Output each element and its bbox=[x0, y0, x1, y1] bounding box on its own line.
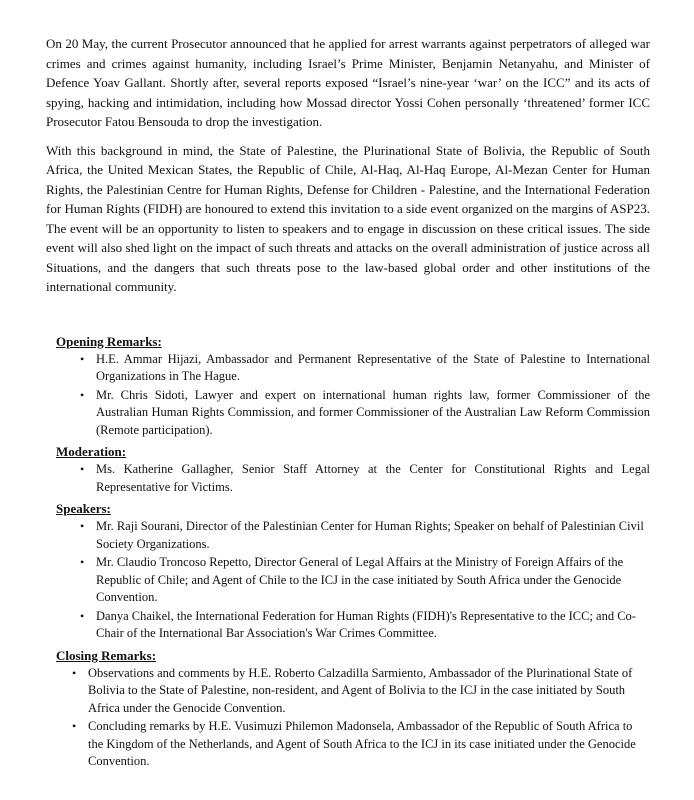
speakers-heading: Speakers: bbox=[56, 501, 111, 516]
list-item bbox=[56, 718, 650, 771]
list-item-text: Danya Chaikel, the International Federation for Human Rights (FIDH)'s Representative to the ICC; and Co-Chair of the International Bar Association's War Crimes Committee. bbox=[96, 608, 636, 640]
list-item-text: Ms. Katherine Gallagher, Senior Staff Attorney at the Center for Constitutional Rights and Legal Representative for Victims. bbox=[96, 462, 650, 494]
list-item bbox=[56, 387, 650, 440]
opening-remarks-list bbox=[56, 351, 650, 440]
list-item bbox=[56, 518, 650, 553]
bullet-icon: • bbox=[72, 665, 77, 680]
opening-remarks-section bbox=[56, 333, 650, 440]
bullet-icon: • bbox=[80, 608, 85, 623]
list-item-text: Concluding remarks by H.E. Vusimuzi Philemon Madonsela, Ambassador of the Republic of South Africa to the Kingdom of the Netherlands, and Agent of South Africa to the ICJ in its case initiated under the Genocide Convention. bbox=[88, 719, 636, 768]
bullet-icon: • bbox=[72, 719, 77, 733]
list-item bbox=[56, 351, 650, 386]
document-page bbox=[46, 34, 650, 775]
list-item-text: Observations and comments by H.E. Roberto Calzadilla Sarmiento, Ambassador of the Plurinational State of Bolivia to the State of Palestine, non-resident, and Agent of Bolivia to the ICJ in the case initiated by South Africa under the Genocide Convention. bbox=[88, 665, 633, 715]
list-item-text: Mr. Claudio Troncoso Repetto, Director General of Legal Affairs at the Ministry of Foreign Affairs of the Republic of Chile; and Agent of Chile to the ICJ in the case initiated by South Africa under the Genocide Convention. bbox=[96, 555, 624, 604]
moderation-section bbox=[56, 443, 650, 496]
list-item bbox=[56, 461, 650, 496]
bullet-icon: • bbox=[80, 387, 85, 402]
moderation-heading: Moderation: bbox=[56, 444, 127, 459]
section-spacer bbox=[46, 306, 650, 333]
bullet-icon: • bbox=[80, 462, 85, 476]
bullet-icon: • bbox=[80, 519, 85, 533]
list-item bbox=[56, 554, 650, 607]
bullet-icon: • bbox=[80, 555, 85, 569]
speakers-list bbox=[56, 518, 650, 643]
background-paragraph: With this background in mind, the State of Palestine, the Plurinational State of Bolivia, the Republic of South Africa, the United Mexican States, the Republic of Chile, Al-Haq, Al-Haq Europe, Al-Mezan Center for Human Rights, the Palestinian Centre for Human Rights, Defense for Children - Palestine, and the International Federation for Human Rights (FIDH) are honoured to extend this invitation to a side event organized on the margins of ASP23. The event will be an opportunity to listen to speakers and to engage in discussion on these critical issues. The side event will also shed light on the impact of such threats and attacks on the overall administration of justice across all Situations, and the dangers that such threats pose to the law-based global order and other institutions of the international community. bbox=[46, 142, 650, 294]
list-item bbox=[56, 665, 650, 718]
intro-paragraph: On 20 May, the current Prosecutor announced that he applied for arrest warrants against perpetrators of alleged war crimes and crimes against humanity, including Israel’s Prime Minister, Benjamin Netanyahu, and Minister of Defence Yoav Gallant. Shortly after, several reports exposed “Israel’s nine-year ‘war’ on the ICC” and its acts of spying, hacking and intimidation, including how Mossad director Yossi Cohen personally ‘threatened’ former ICC Prosecutor Fatou Bensouda to drop the investigation. bbox=[46, 36, 650, 129]
closing-remarks-heading: Closing Remarks: bbox=[56, 647, 157, 663]
bullet-icon: • bbox=[80, 351, 85, 366]
moderation-list bbox=[56, 461, 650, 496]
speakers-section bbox=[56, 500, 650, 643]
list-item-text: Mr. Raji Sourani, Director of the Palestinian Center for Human Rights; Speaker on behalf of Palestinian Civil Society Organizations. bbox=[96, 519, 644, 551]
closing-remarks-list bbox=[56, 665, 650, 771]
list-item bbox=[56, 608, 650, 643]
closing-remarks-section bbox=[56, 647, 650, 771]
list-item-text: H.E. Ammar Hijazi, Ambassador and Permanent Representative of the State of Palestine to International Organizations in The Hague. bbox=[96, 351, 650, 383]
opening-remarks-heading: Opening Remarks: bbox=[56, 333, 162, 349]
list-item-text: Mr. Chris Sidoti, Lawyer and expert on international human rights law, former Commissioner of the Australian Human Rights Commission, and former Commissioner of the Australian Law Reform Commission (Remote participation). bbox=[96, 387, 650, 437]
